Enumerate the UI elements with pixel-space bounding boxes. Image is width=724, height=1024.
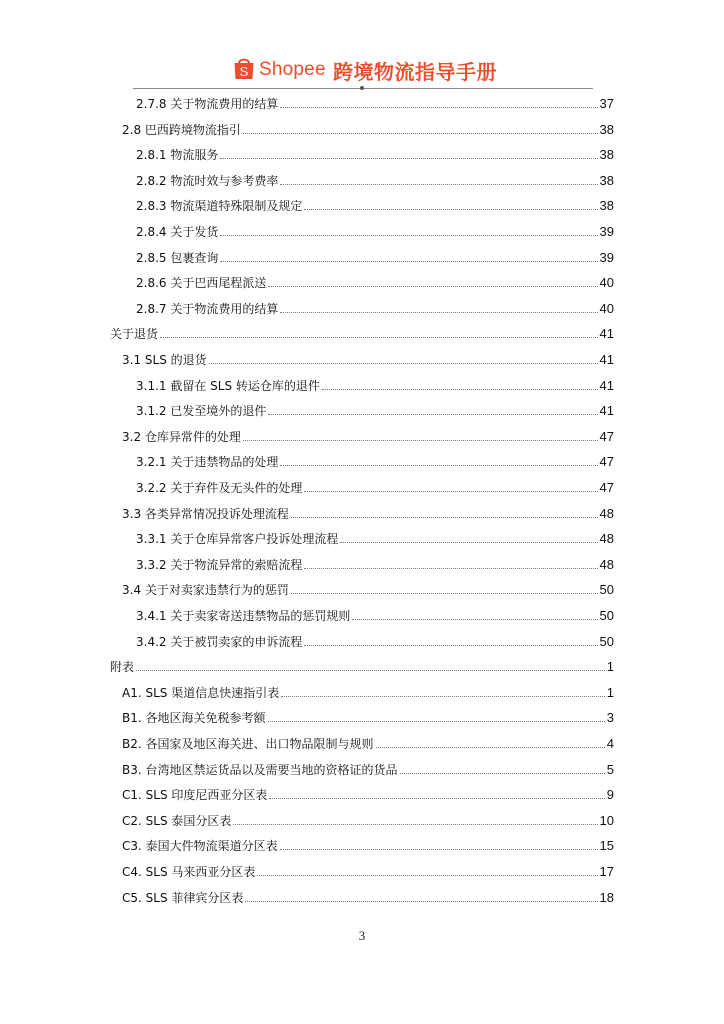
toc-entry-label: 关于退货 (110, 327, 159, 342)
toc-entry-page: 37 (599, 96, 614, 111)
toc-entry[interactable] (136, 269, 614, 291)
toc-entry-label: C4. SLS 马来西亚分区表 (122, 865, 256, 879)
toc-entry-label: B1. 各地区海关免税参考额 (122, 711, 266, 726)
toc-entry[interactable] (136, 167, 614, 189)
toc-entry[interactable] (122, 756, 614, 778)
toc-entry-label: 2.8.5 包裹查询 (136, 250, 219, 265)
toc-dot-leader (291, 516, 598, 518)
toc-entry-label: 2.8.3 物流渠道特殊限制及规定 (136, 199, 303, 214)
toc-entry-label: 3.1 SLS 的退货 (122, 353, 207, 367)
toc-dot-leader (280, 183, 597, 185)
toc-entry[interactable] (122, 832, 614, 854)
toc-entry-label: 2.8.4 关于发货 (136, 225, 219, 239)
toc-entry-label: C3. 泰国大件物流渠道分区表 (122, 839, 278, 854)
toc-entry-page: 18 (599, 889, 614, 905)
toc-dot-leader (209, 362, 598, 364)
toc-dot-leader (269, 797, 604, 799)
toc-entry[interactable] (122, 679, 614, 701)
brand-name: Shopee (259, 59, 326, 80)
document-title: 跨境物流指导手册 (333, 60, 497, 84)
toc-entry-label: 3.1.2 已发至境外的退件 (136, 404, 267, 419)
toc-dot-leader (243, 439, 598, 441)
toc-dot-leader (352, 618, 597, 620)
toc-entry[interactable] (136, 602, 614, 624)
toc-entry-label: 3.4.2 关于被罚卖家的申诉流程 (136, 634, 303, 649)
toc-entry-page: 50 (599, 633, 614, 649)
toc-entry-page: 10 (599, 812, 614, 828)
toc-dot-leader (280, 464, 597, 466)
toc-entry[interactable] (110, 653, 614, 675)
toc-entry-page: 40 (599, 300, 614, 316)
page-header (0, 52, 724, 86)
toc-entry[interactable] (136, 397, 614, 419)
toc-entry-page: 50 (599, 582, 614, 598)
toc-entry-page: 38 (599, 121, 614, 137)
toc-entry-label: B2. 各国家及地区海关进、出口物品限制与规则 (122, 737, 374, 751)
toc-entry-page: 47 (599, 428, 614, 444)
toc-entry[interactable] (136, 90, 614, 112)
toc-entry-label: 3.3.2 关于物流异常的索赔流程 (136, 557, 303, 572)
toc-dot-leader (136, 669, 605, 671)
toc-entry-page: 41 (599, 326, 614, 342)
toc-entry-page: 47 (599, 454, 614, 470)
toc-entry[interactable] (122, 858, 614, 880)
toc-entry[interactable] (136, 628, 614, 650)
toc-dot-leader (220, 234, 597, 236)
toc-entry-label: 3.2 仓库异常件的处理 (122, 429, 241, 444)
toc-entry-page: 4 (606, 736, 614, 751)
toc-entry-label: 2.8 巴西跨境物流指引 (122, 122, 241, 137)
toc-entry-label: C2. SLS 泰国分区表 (122, 813, 232, 828)
toc-dot-leader (304, 567, 597, 569)
toc-entry-page: 3 (606, 710, 614, 726)
toc-entry-label: 2.8.1 物流服务 (136, 148, 219, 163)
toc-entry-label: 3.2.2 关于弃件及无头件的处理 (136, 481, 303, 495)
svg-text:S: S (239, 64, 249, 79)
toc-entry-label: 3.3.1 关于仓库异常客户投诉处理流程 (136, 532, 339, 547)
toc-entry-label: 2.7.8 关于物流费用的结算 (136, 97, 279, 111)
toc-entry-label: C1. SLS 印度尼西亚分区表 (122, 788, 268, 803)
toc-dot-leader (233, 823, 597, 825)
toc-entry-page: 47 (599, 480, 614, 495)
toc-dot-leader (400, 772, 605, 774)
toc-entry[interactable] (136, 244, 614, 266)
shopee-bag-icon (233, 56, 255, 80)
toc-dot-leader (160, 336, 598, 338)
toc-entry-page: 48 (599, 531, 614, 547)
toc-entry[interactable] (122, 423, 614, 445)
toc-entry-page: 39 (599, 249, 614, 265)
toc-entry-page: 17 (599, 864, 614, 879)
toc-dot-leader (280, 311, 597, 313)
toc-entry-page: 39 (599, 224, 614, 239)
toc-entry-label: 3.2.1 关于违禁物品的处理 (136, 455, 279, 470)
toc-entry-page: 1 (606, 659, 614, 675)
toc-entry[interactable] (110, 320, 614, 342)
toc-dot-leader (280, 848, 598, 850)
toc-dot-leader (340, 541, 597, 543)
toc-entry-label: 3.1.1 截留在 SLS 转运仓库的退件 (136, 378, 320, 393)
toc-entry[interactable] (136, 192, 614, 214)
toc-entry-page: 9 (606, 787, 614, 803)
toc-dot-leader (257, 874, 597, 876)
toc-entry-page: 5 (606, 761, 614, 777)
toc-dot-leader (268, 720, 605, 722)
toc-dot-leader (243, 132, 598, 134)
toc-entry[interactable] (136, 474, 614, 496)
toc-entry-label: 2.8.7 关于物流费用的结算 (136, 301, 279, 316)
toc-dot-leader (376, 746, 605, 748)
toc-entry[interactable] (122, 704, 614, 726)
toc-entry-label: 2.8.6 关于巴西尾程派送 (136, 276, 267, 291)
toc-entry[interactable] (122, 730, 614, 752)
toc-entry-label: 3.4.1 关于卖家寄送违禁物品的惩罚规则 (136, 609, 351, 623)
toc-entry[interactable] (136, 372, 614, 394)
toc-entry-page: 48 (599, 556, 614, 572)
page-number: 3 (358, 928, 366, 943)
toc-entry-page: 50 (599, 608, 614, 623)
toc-entry-label: A1. SLS 渠道信息快速指引表 (122, 685, 280, 700)
toc-dot-leader (268, 285, 597, 287)
toc-entry[interactable] (122, 576, 614, 598)
toc-entry[interactable] (136, 295, 614, 317)
toc-entry-page: 1 (606, 684, 614, 700)
toc-dot-leader (220, 260, 597, 262)
toc-entry[interactable] (136, 448, 614, 470)
toc-entry-page: 41 (599, 352, 614, 367)
toc-dot-leader (291, 592, 598, 594)
toc-entry-label: 附表 (110, 660, 135, 675)
toc-entry[interactable] (122, 884, 614, 906)
toc-entry-label: B3. 台湾地区禁运货品以及需要当地的资格证的货品 (122, 762, 398, 777)
toc-entry-label: 2.8.2 物流时效与参考费率 (136, 173, 279, 188)
toc-entry-page: 40 (599, 275, 614, 291)
toc-entry[interactable] (122, 116, 614, 138)
toc-entry-label: 3.4 关于对卖家违禁行为的惩罚 (122, 583, 289, 598)
toc-dot-leader (304, 208, 597, 210)
toc-entry-page: 38 (599, 147, 614, 163)
toc-entry-page: 48 (599, 505, 614, 521)
toc-entry-page: 41 (599, 403, 614, 419)
toc-entry[interactable] (136, 525, 614, 547)
toc-entry[interactable] (122, 781, 614, 803)
toc-entry-page: 38 (599, 172, 614, 188)
toc-dot-leader (304, 644, 597, 646)
toc-entry-label: 3.3 各类异常情况投诉处理流程 (122, 506, 289, 521)
toc-dot-leader (268, 413, 597, 415)
toc-entry[interactable] (122, 500, 614, 522)
toc-entry[interactable] (122, 346, 614, 368)
toc-dot-leader (245, 900, 597, 902)
toc-entry-page: 38 (599, 198, 614, 214)
toc-dot-leader (322, 388, 598, 390)
toc-dot-leader (281, 695, 605, 697)
toc-entry-page: 41 (599, 377, 614, 393)
toc-entry-page: 15 (599, 838, 614, 854)
toc-entry[interactable] (136, 218, 614, 240)
toc-dot-leader (220, 157, 597, 159)
toc-entry[interactable] (136, 141, 614, 163)
toc-dot-leader (280, 106, 597, 108)
toc-entry[interactable] (122, 807, 614, 829)
toc-entry-label: C5. SLS 菲律宾分区表 (122, 890, 244, 905)
toc-dot-leader (304, 490, 597, 492)
toc-entry[interactable] (136, 551, 614, 573)
